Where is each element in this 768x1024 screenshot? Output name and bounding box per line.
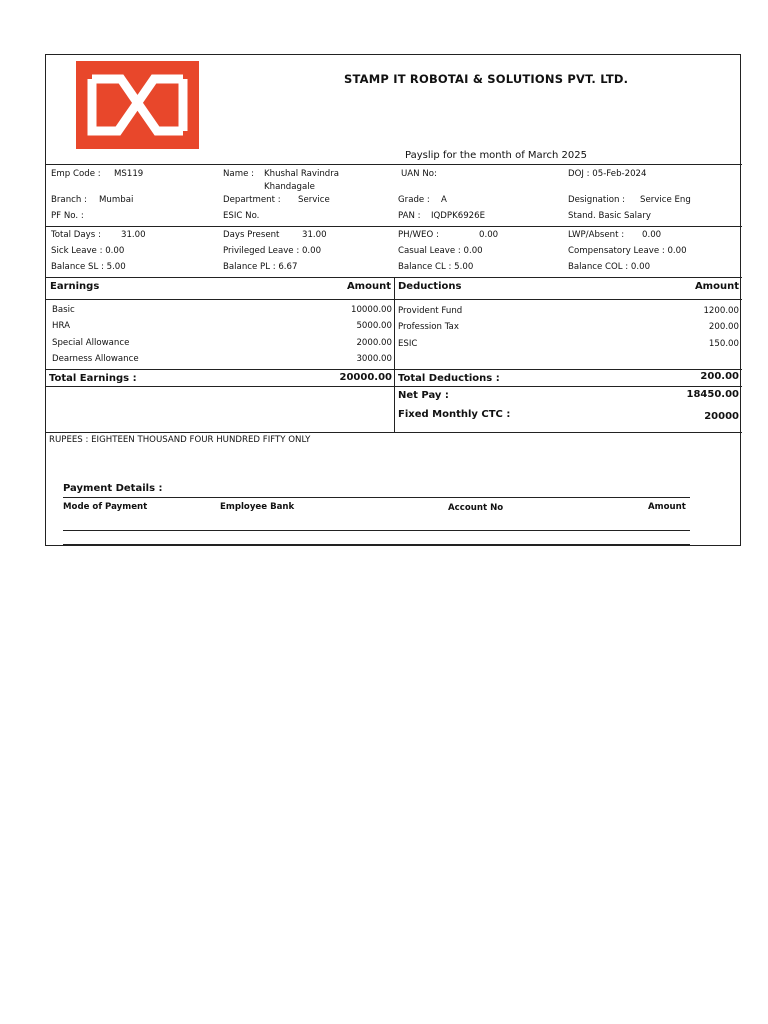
grade: A (441, 195, 447, 205)
earning-item-amount: 5000.00 (356, 321, 392, 331)
payment-col-bank: Employee Bank (220, 502, 295, 512)
pf-label: PF No. : (51, 211, 84, 221)
earning-item-label: HRA (52, 321, 70, 331)
grade-label: Grade : (398, 195, 430, 205)
total-deductions: 200.00 (700, 371, 739, 382)
divider (46, 164, 742, 165)
stand-basic-salary: Stand. Basic Salary (568, 211, 651, 221)
branch-label: Branch : (51, 195, 87, 205)
total-earnings-label: Total Earnings : (49, 373, 137, 384)
net-pay-label: Net Pay : (398, 390, 449, 401)
company-name: STAMP IT ROBOTAI & SOLUTIONS PVT. LTD. (344, 72, 629, 86)
deduction-item-label: Profession Tax (398, 322, 459, 332)
payment-col-mode: Mode of Payment (63, 502, 148, 512)
casual-leave: Casual Leave : 0.00 (398, 246, 483, 256)
name-label: Name : (223, 169, 254, 179)
balance-cl: Balance CL : 5.00 (398, 262, 474, 272)
phweo-label: PH/WEO : (398, 230, 439, 240)
earnings-header: Earnings (50, 281, 100, 292)
amount-in-words: RUPEES : EIGHTEEN THOUSAND FOUR HUNDRED FIFTY ONLY (49, 435, 311, 445)
earning-item-label: Dearness Allowance (52, 354, 139, 364)
ctc-label: Fixed Monthly CTC : (398, 409, 511, 420)
doj: DOJ : 05-Feb-2024 (568, 169, 647, 179)
deductions-header: Deductions (398, 281, 462, 292)
divider (63, 544, 690, 545)
ctc: 20000 (704, 411, 739, 422)
esic-label: ESIC No. (223, 211, 260, 221)
lwp-label: LWP/Absent : (568, 230, 625, 240)
uan-label: UAN No: (401, 169, 437, 179)
divider (46, 369, 742, 370)
sick-leave: Sick Leave : 0.00 (51, 246, 125, 256)
deduction-item-amount: 200.00 (708, 322, 739, 332)
deduction-item-amount: 1200.00 (703, 306, 739, 316)
department-label: Department : (223, 195, 281, 205)
branch: Mumbai (99, 195, 134, 205)
total-days-label: Total Days : (51, 230, 101, 240)
deduction-item-label: ESIC (398, 339, 418, 349)
earning-item-label: Special Allowance (52, 338, 130, 348)
total-deductions-label: Total Deductions : (398, 373, 500, 384)
payment-details-title: Payment Details : (63, 483, 163, 494)
payment-col-amount: Amount (648, 502, 686, 512)
employee-name-line1: Khushal Ravindra (264, 169, 340, 179)
balance-sl: Balance SL : 5.00 (51, 262, 126, 272)
divider (46, 432, 742, 433)
pan-label: PAN : (398, 211, 421, 221)
designation-label: Designation : (568, 195, 626, 205)
total-days: 31.00 (121, 230, 146, 240)
balance-pl: Balance PL : 6.67 (223, 262, 298, 272)
days-present: 31.00 (302, 230, 327, 240)
divider (46, 226, 742, 227)
compensatory-leave: Compensatory Leave : 0.00 (568, 246, 687, 256)
days-present-label: Days Present (223, 230, 280, 240)
earning-item-label: Basic (52, 305, 75, 315)
column-divider (394, 277, 395, 433)
emp-code-label: Emp Code : (51, 169, 101, 179)
payslip-title: Payslip for the month of March 2025 (405, 150, 588, 161)
payslip-document (45, 54, 741, 546)
earning-item-amount: 2000.00 (356, 338, 392, 348)
net-pay: 18450.00 (686, 389, 739, 400)
deduction-item-label: Provident Fund (398, 306, 463, 316)
phweo: 0.00 (479, 230, 499, 240)
privileged-leave: Privileged Leave : 0.00 (223, 246, 322, 256)
employee-name-line2: Khandagale (264, 182, 315, 192)
lwp: 0.00 (642, 230, 662, 240)
earning-item-amount: 3000.00 (356, 354, 392, 364)
divider (63, 497, 690, 498)
emp-code: MS119 (114, 169, 144, 179)
earning-item-amount: 10000.00 (350, 305, 392, 315)
balance-col: Balance COL : 0.00 (568, 262, 651, 272)
total-earnings: 20000.00 (339, 372, 392, 383)
pan: IQDPK6926E (431, 211, 486, 221)
divider (63, 530, 690, 531)
payment-col-account: Account No (448, 503, 504, 513)
department: Service (298, 195, 330, 205)
deduction-item-amount: 150.00 (708, 339, 739, 349)
deductions-amount-header: Amount (694, 281, 739, 292)
earnings-amount-header: Amount (346, 281, 391, 292)
designation: Service Eng (640, 195, 691, 205)
divider (46, 386, 742, 387)
company-logo (76, 61, 199, 149)
